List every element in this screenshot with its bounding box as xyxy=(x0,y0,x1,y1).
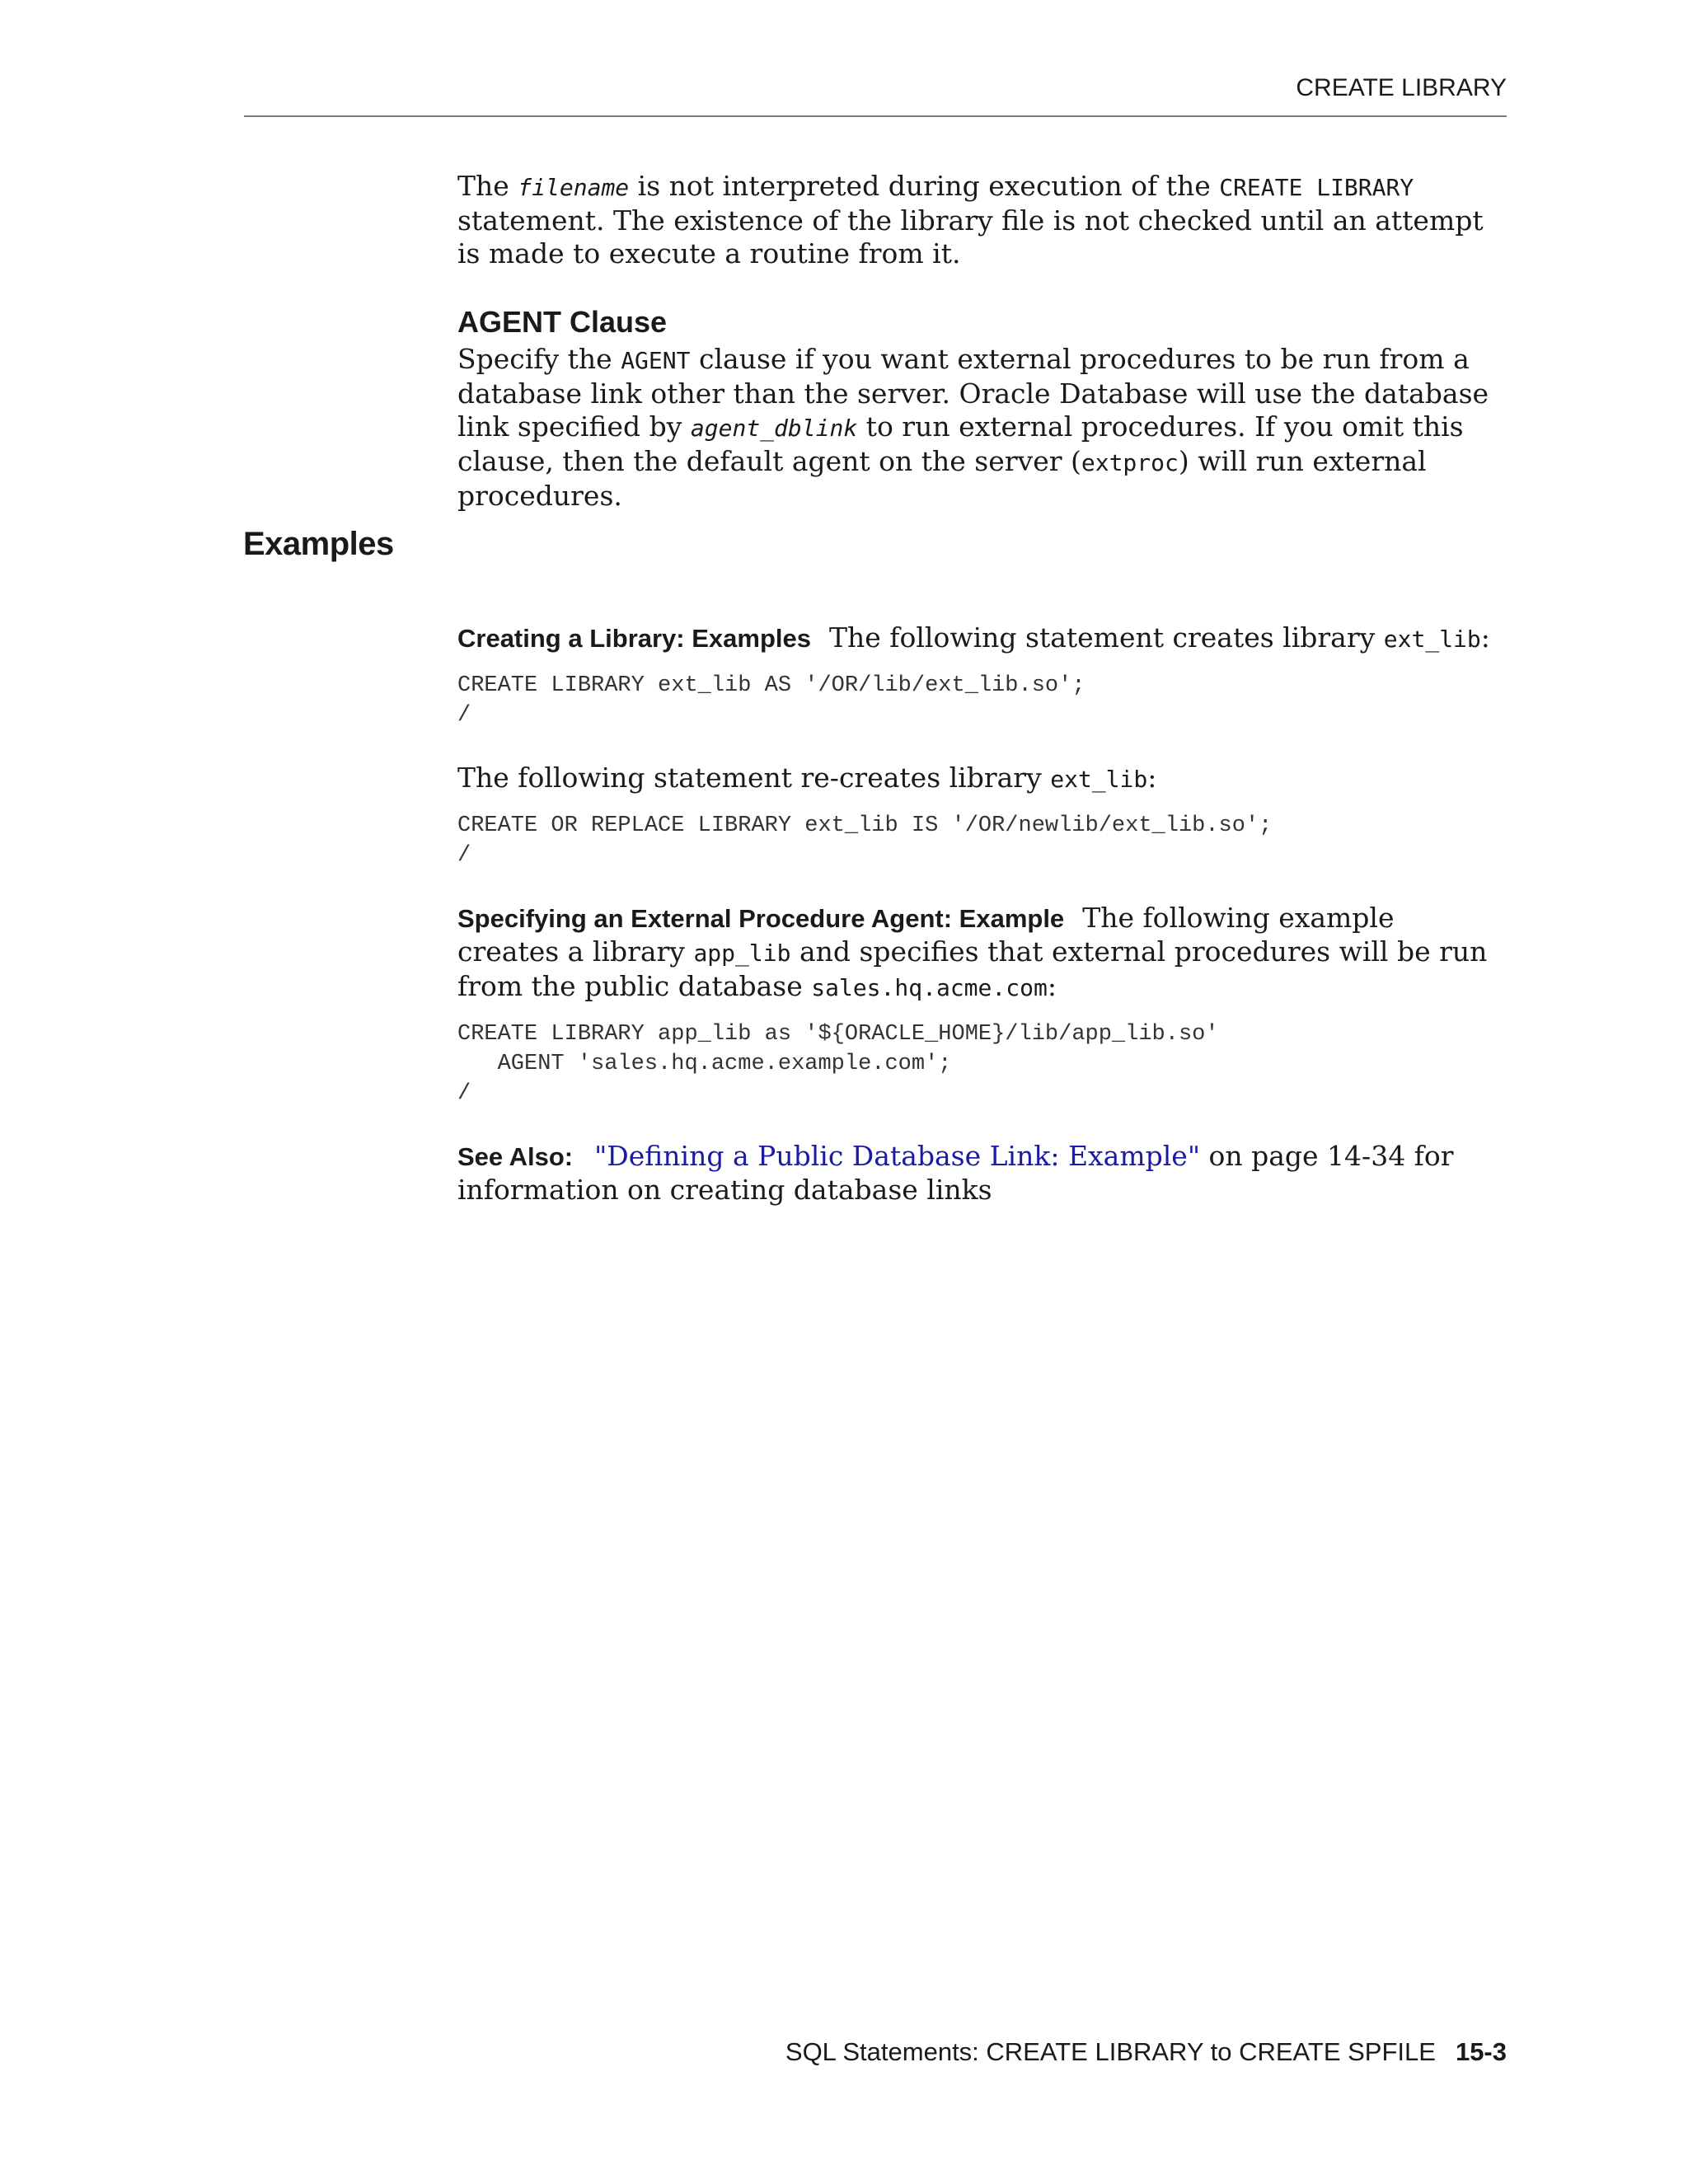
extproc-term: extproc xyxy=(1081,449,1179,476)
agent-clause-paragraph: Specify the AGENT clause if you want external procedures to be run from a database link other than the server. Oracle Database will use the database link specified by agent_dblink to run external procedures. If you omit this clause, then the default agent on the server (extproc) will run external procedures. xyxy=(457,343,1489,512)
see-also-note: See Also: "Defining a Public Database Link: Example" on page 14-34 for information on creating database links xyxy=(457,1140,1454,1206)
page-footer xyxy=(785,2037,1507,2067)
public-database-link-example-link[interactable]: "Defining a Public Database Link: Example" xyxy=(594,1140,1201,1172)
database-name-term: sales.hq.acme.com xyxy=(811,974,1048,1001)
creating-library-paragraph: Creating a Library: Examples The following statement creates library ext_lib: xyxy=(457,621,1490,654)
create-library-code: CREATE LIBRARY ext_lib AS '/OR/lib/ext_lib.so'; / xyxy=(457,673,1085,728)
agent-library-code: CREATE LIBRARY app_lib as '${ORACLE_HOME}/lib/app_lib.so' AGENT 'sales.hq.acme.example.com'; / xyxy=(457,1022,1219,1106)
agent-term: AGENT xyxy=(621,347,691,374)
see-also-label: See Also: xyxy=(457,1142,574,1171)
header-divider xyxy=(244,115,1507,117)
ext-lib-term: ext_lib xyxy=(1383,626,1481,653)
agent-clause-heading: AGENT Clause xyxy=(457,305,668,339)
footer-title: SQL Statements: CREATE LIBRARY to CREATE SPFILE xyxy=(785,2037,1436,2066)
app-lib-term: app_lib xyxy=(693,940,791,967)
ext-lib-term: ext_lib xyxy=(1050,766,1148,793)
filename-paragraph: The filename is not interpreted during execution of the CREATE LIBRARY statement. The existence of the library file is not checked until an attempt is made to execute a routine from it. xyxy=(457,170,1484,269)
agent-example-runin-heading: Specifying an External Procedure Agent: Example xyxy=(457,904,1065,933)
create-library-term: CREATE LIBRARY xyxy=(1219,174,1414,201)
agent-example-paragraph: Specifying an External Procedure Agent: Example The following example creates a library app_lib and specifies that external procedures will be run from the public database sales.hq.acme.com: xyxy=(457,902,1488,1002)
examples-section-heading: Examples xyxy=(243,526,394,562)
agent-dblink-term: agent_dblink xyxy=(690,415,858,442)
main-content xyxy=(457,170,1504,1207)
page-number: 15-3 xyxy=(1455,2037,1507,2066)
running-header-title: CREATE LIBRARY xyxy=(1296,74,1507,101)
filename-term: filename xyxy=(518,174,630,201)
creating-library-runin-heading: Creating a Library: Examples xyxy=(457,624,811,653)
replace-library-code: CREATE OR REPLACE LIBRARY ext_lib IS '/OR/newlib/ext_lib.so'; / xyxy=(457,813,1273,868)
recreate-library-paragraph: The following statement re-creates library ext_lib: xyxy=(457,762,1157,794)
